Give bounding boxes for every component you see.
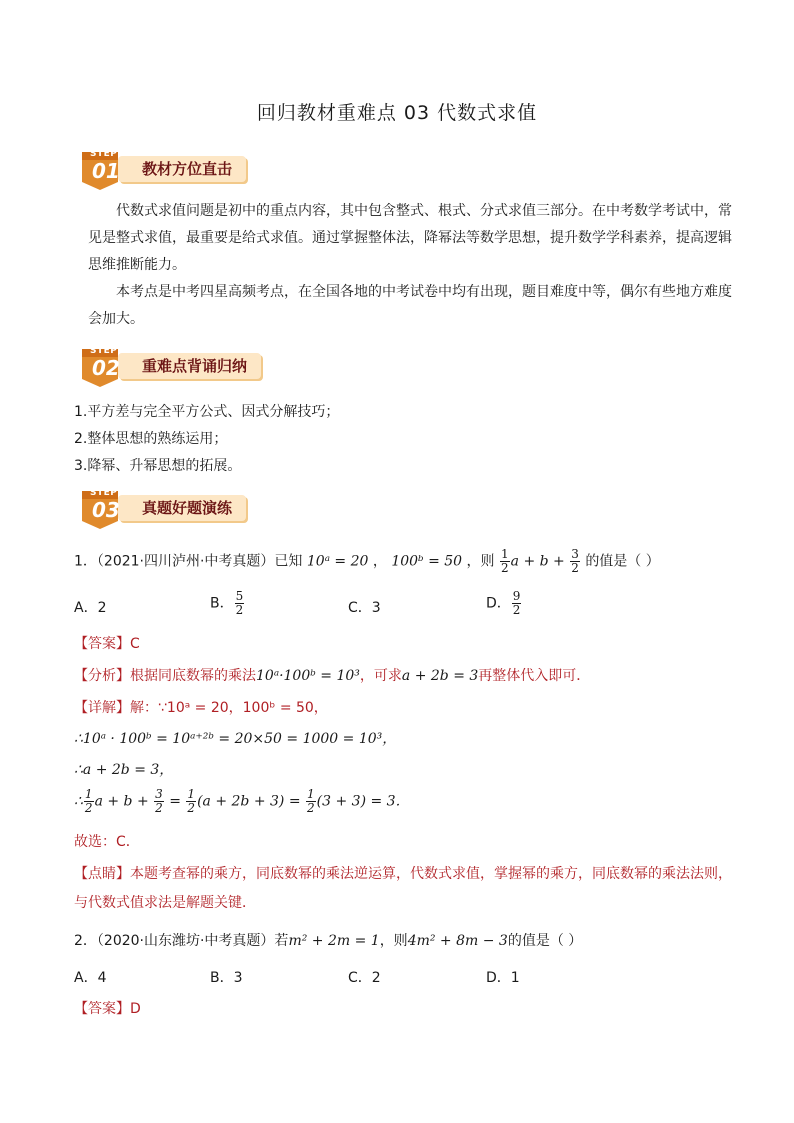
analysis-label: 【分析】: [74, 668, 130, 684]
step-heading: 真题好题演练: [142, 499, 233, 517]
key-point-2: 2.整体思想的熟练运用；: [74, 431, 228, 447]
q1-option-d-num: 9: [512, 589, 521, 603]
q2-expression: 4m² + 8m − 3: [407, 933, 508, 949]
answer-value: D: [130, 1001, 141, 1017]
detail-label: 【详解】: [74, 700, 130, 716]
step-label: STEP: [90, 346, 118, 356]
q1-separator: ，: [372, 553, 387, 570]
q1-option-b-label: B．: [210, 595, 234, 612]
q1-answer: [74, 633, 140, 653]
page-title: 回归教材重难点 03 代数式求值: [256, 102, 538, 124]
key-point-3: 3.降幂、升幂思想的拓展。: [74, 458, 242, 474]
analysis-formula-2: a + 2b = 3: [401, 668, 479, 684]
step-heading: 重难点背诵归纳: [142, 357, 248, 375]
q2-condition: m² + 2m = 1: [288, 933, 380, 949]
answer-label: 【答案】: [74, 636, 130, 652]
answer-value: C: [130, 636, 140, 652]
q2-option-c: C．2: [348, 970, 381, 986]
analysis-text-a: 根据同底数幂的乘法: [130, 668, 256, 684]
q2-option-d: D．1: [486, 970, 520, 986]
q2-mid-text: ，则: [379, 933, 408, 949]
detail-intro-text: 解：∵10ᵃ = 20，100ᵇ = 50，: [130, 700, 328, 716]
q1-option-d-label: D．: [486, 595, 511, 612]
q1-mid-text: ，则: [466, 553, 495, 570]
q1-option-d: [486, 590, 522, 617]
q1-stem-prefix: 1．（2021·四川泸州·中考真题）已知: [74, 553, 303, 570]
q1-review-line-1: [74, 863, 732, 883]
q1-option-d-den: 2: [512, 603, 521, 617]
q1-step-3-end: (3 + 3) = 3．: [316, 793, 410, 810]
analysis-text-c: 再整体代入即可．: [478, 668, 591, 684]
q1-detail-intro: [74, 697, 328, 717]
intro-paragraph-1: 代数式求值问题是初中的重点内容，其中包含整式、根式、分式求值三部分。在中考数学考试中，常见是整式求值，最重要是给式求值。通过掌握整体法，降幂法等数学思想，提升数学学科素养，提高逻辑思维推断能力。: [88, 203, 732, 273]
q1-choice: 故选：C．: [74, 834, 140, 850]
q1-review-line-2: 与代数式值求法是解题关键．: [74, 895, 256, 911]
q1-option-b-num: 5: [235, 589, 244, 603]
q1-option-a: A．2: [74, 600, 107, 616]
q1-step-3: ∴ $\frac{1}{2}$ a + b + $\frac{3}{2}$ = $\frac{1}{2}$ (a + 2b + 3) = $\frac{1}{2}$ (3 + 3) = 3．: [74, 787, 410, 815]
q1-option-b: [210, 590, 245, 617]
q1-option-d-fraction: [512, 590, 522, 617]
step-number: 02: [92, 356, 120, 380]
q1-step-3-tail: (a + 2b + 3) =: [197, 793, 306, 810]
q1-option-c: C．3: [348, 600, 381, 616]
q2-option-b: B．3: [210, 970, 243, 986]
review-text-1: 本题考查幂的乘方，同底数幂的乘法逆运算，代数式求值，掌握幂的乘方，同底数幂的乘法法则，: [130, 866, 732, 882]
q2-stem-prefix: 2．（2020·山东潍坊·中考真题）若: [74, 933, 289, 949]
q2-stem: [74, 930, 582, 950]
q1-expression: a + b +: [510, 553, 570, 570]
step-number: 03: [92, 498, 120, 522]
answer-label: 【答案】: [74, 1001, 130, 1017]
step-label: STEP: [90, 488, 118, 498]
step-number: 01: [92, 159, 120, 183]
step-heading-bar: [118, 156, 246, 182]
q1-stem: [74, 548, 660, 575]
q1-condition-1: 10ᵃ = 20: [306, 553, 369, 570]
review-label: 【点睛】: [74, 866, 130, 882]
key-point-1: 1.平方差与完全平方公式、因式分解技巧；: [74, 404, 340, 420]
q1-option-b-fraction: [235, 590, 245, 617]
q1-fraction-half: $\frac{1}{2}$: [501, 547, 509, 575]
q2-option-a: A．4: [74, 970, 107, 986]
q1-step-3-lead: ∴: [74, 793, 83, 810]
q1-step-2: ∴a + 2b = 3，: [74, 762, 174, 778]
step-heading-bar: [118, 353, 261, 379]
q2-stem-suffix: 的值是（ ）: [507, 933, 583, 949]
q1-stem-suffix: 的值是（ ）: [585, 553, 660, 570]
q1-fraction-three-halves: $\frac{3}{2}$: [571, 547, 579, 575]
q1-option-b-den: 2: [235, 603, 244, 617]
q1-condition-2: 100ᵇ = 50: [391, 553, 463, 570]
step-heading-bar: [118, 495, 246, 521]
q1-analysis: [74, 665, 590, 685]
analysis-formula: 10ᵃ·100ᵇ = 10³: [256, 668, 360, 684]
analysis-text-b: ，可求: [359, 668, 402, 684]
intro-paragraph-2: 本考点是中考四星高频考点，在全国各地的中考试卷中均有出现，题目难度中等，偶尔有些地方难度会加大。: [88, 284, 732, 327]
q2-answer: [74, 998, 141, 1018]
q1-step-1: ∴10ᵃ · 100ᵇ = 10ᵃ⁺²ᵇ = 20×50 = 1000 = 10³，: [74, 731, 397, 747]
step-heading: 教材方位直击: [142, 160, 233, 178]
step-label: STEP: [90, 149, 118, 159]
